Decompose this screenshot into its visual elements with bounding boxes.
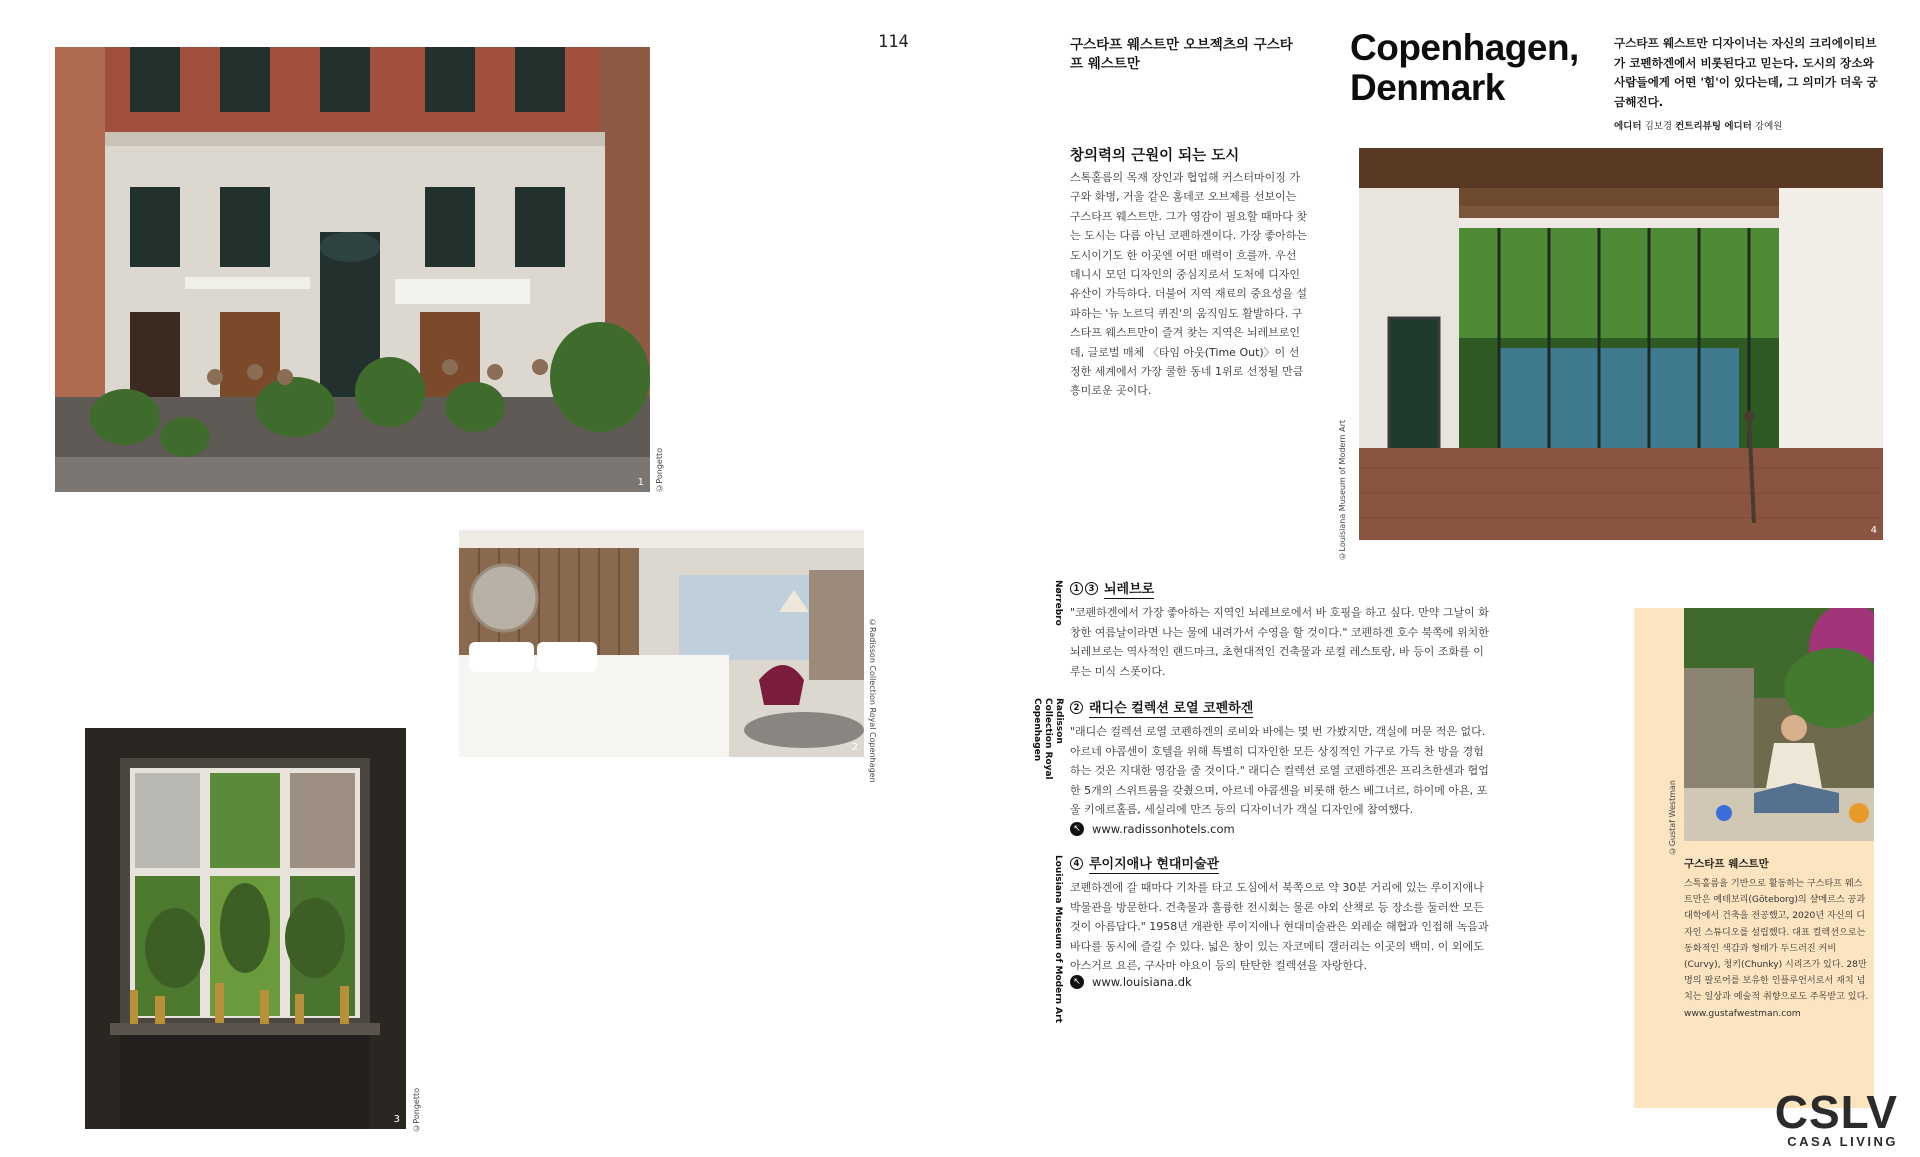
side-label-louisiana: Louisiana Museum of Modern Art bbox=[1053, 855, 1063, 1023]
lede: 구스타프 웨스트만 디자이너는 자신의 크리에이티브가 코펜하겐에서 비롯된다고 믿는다. 도시의 장소와 사람들에게 어떤 '힘'이 있다는데, 그 의미가 더욱 궁금해진다. bbox=[1614, 36, 1878, 109]
entry-title-text: 래디슨 컬렉션 로열 코펜하겐 bbox=[1089, 697, 1253, 718]
profile-url[interactable]: www.gustafwestman.com bbox=[1684, 1008, 1801, 1019]
logo-mark: CSLV bbox=[1774, 1086, 1898, 1138]
link-louisiana[interactable] bbox=[1070, 975, 1192, 989]
page-title bbox=[1350, 28, 1610, 108]
entry-body-radisson: "래디슨 컬렉션 로열 코펜하겐의 로비와 바에는 몇 번 가봤지만, 객실에 머문 적은 없다. 아르네 야콥센이 호텔을 위해 특별히 디자인한 모든 상징적인 가구로 가득 찬 방을 경험하는 것은 지대한 영감을 줄 것이다." 래디슨 컬렉션 로열 코펜하겐은 프리츠한센과 협업한 5개의 스위트룸을 갖췄으며, 아르네 야콥센을 비롯해 한스 베그너르, 하이메 아욘, 포울 키에르홀름, 세실리에 만즈 등의 디자이너가 객실 디자인에 참여했다. bbox=[1070, 725, 1489, 817]
photo-window-plants bbox=[85, 728, 406, 1129]
logo-wordmark: CASA LIVING bbox=[1787, 1134, 1898, 1149]
profile-description: 스톡홀름을 기반으로 활동하는 구스타프 웨스트만은 예테보리(Göteborg)의 샬메르스 공과대학에서 건축을 전공했고, 2020년 자신의 디자인 스튜디오를 설립했다. 대표 컬렉션으로는 동화적인 색감과 형태가 두드러진 커비(Curvy), 청키(Chunky) 시리즈가 있다. 28만 명의 팔로어를 보유한 인플루언서로서 재치 넘치는 일상과 예술적 취향으로도 주목받고 있다. bbox=[1684, 879, 1869, 1003]
byline bbox=[1614, 118, 1782, 132]
profile-title: 구스타프 웨스트만 bbox=[1684, 858, 1769, 870]
entry-body-louisiana: 코펜하겐에 갈 때마다 기차를 타고 도심에서 북쪽으로 약 30분 거리에 있는 루이지애나 박물관을 방문한다. 건축물과 훌륭한 전시회는 물론 야외 산책로 등 장소를 둘러싼 모든 것이 아름답다." 1958년 개관한 루이지애나 현대미술관은 외레순 해협과 인접해 녹음과 바다를 동시에 즐길 수 있다. 넓은 창이 있는 자코메티 갤러리는 이곳의 백미. 이 외에도 아스거르 요른, 구사마 야요이 등의 탄탄한 컬렉션을 자랑한다. bbox=[1070, 881, 1489, 973]
entry-title-text: 뇌레브로 bbox=[1104, 578, 1154, 599]
photo-credit: ©Louisiana Museum of Modern Art bbox=[1338, 420, 1347, 561]
profile-body bbox=[1684, 876, 1870, 1022]
section-body: 스톡홀름의 목재 장인과 협업해 커스터마이징 가구와 화병, 거울 같은 홈데코 오브제를 선보이는 구스타프 웨스트만. 그가 영감이 필요할 때마다 찾는 도시는 다름 아닌 코펜하겐이다. 가장 좋아하는 도시이기도 한 이곳엔 어떤 매력이 흐를까. 우선 데니시 모던 디자인의 중심지로서 도처에 디자인 유산이 가득하다. 더불어 지역 재료의 중요성을 설파하는 '뉴 노르딕 퀴진'의 움직임도 활발하다. 구스타프 웨스트만이 즐겨 찾는 지역은 뇌레브로인데, 글로벌 매체 〈타임 아웃(Time Out)〉이 선정한 세계에서 가장 쿨한 동네 1위로 선정될 만큼 흥미로운 곳이다. bbox=[1070, 171, 1307, 398]
photo-cafe-facade bbox=[55, 47, 650, 492]
link-url[interactable]: www.radissonhotels.com bbox=[1092, 822, 1235, 836]
editor-label: 에디터 bbox=[1614, 121, 1642, 132]
link-icon: ↖ bbox=[1070, 975, 1084, 989]
link-icon: ↖ bbox=[1070, 822, 1084, 836]
photo-hotel-room bbox=[459, 530, 864, 757]
number-badge: 4 bbox=[1070, 857, 1083, 870]
editor-name: 김보경 bbox=[1644, 121, 1673, 132]
title-line-2: Denmark bbox=[1350, 67, 1505, 108]
section-heading: 창의력의 근원이 되는 도시 bbox=[1070, 148, 1240, 164]
entry-title-text: 루이지애나 현대미술관 bbox=[1089, 853, 1219, 874]
photo-number: 3 bbox=[393, 1114, 400, 1125]
photo-credit: ©Pongetto bbox=[412, 1088, 421, 1133]
photo-credit: ©Radisson Collection Royal Copenhagen bbox=[868, 618, 877, 783]
title-line-1: Copenhagen, bbox=[1350, 27, 1579, 68]
entry-title-norrebro bbox=[1070, 578, 1154, 599]
entry-body-norrebro: "코펜하겐에서 가장 좋아하는 지역인 뇌레브로에서 바 호핑을 하고 싶다. 만약 그날이 화창한 여름날이라면 나는 물에 내려가서 수영을 할 것이다." 코펜하겐 호수 북쪽에 위치한 뇌레브로는 역사적인 랜드마크, 초현대적인 건축물과 로컬 레스토랑, 바 등이 조화를 이루는 미식 스폿이다. bbox=[1070, 606, 1489, 678]
entry-title-louisiana bbox=[1070, 853, 1219, 874]
contrib-label: 컨트리뷰팅 에디터 bbox=[1675, 121, 1752, 132]
number-badge: 2 bbox=[1070, 701, 1083, 714]
photo-credit: ©Pongetto bbox=[655, 448, 664, 493]
photo-gallery-interior bbox=[1359, 148, 1883, 540]
photo-caption-eyebrow: 구스타프 웨스트만 오브젝츠의 구스타프 웨스트만 bbox=[1070, 37, 1293, 72]
link-url[interactable]: www.louisiana.dk bbox=[1092, 975, 1192, 989]
number-badge: 3 bbox=[1085, 582, 1098, 595]
magazine-logo bbox=[1774, 1086, 1898, 1149]
photo-designer-portrait bbox=[1684, 608, 1874, 841]
page-number: 114 bbox=[878, 32, 909, 52]
contrib-name: 강예원 bbox=[1754, 121, 1783, 132]
entry-title-radisson bbox=[1070, 697, 1253, 718]
photo-number: 4 bbox=[1870, 525, 1877, 536]
photo-number: 2 bbox=[851, 742, 858, 753]
link-radisson[interactable] bbox=[1070, 822, 1235, 836]
side-label-norrebro: Nørrebro bbox=[1053, 580, 1063, 626]
side-label-radisson: Radisson Collection Royal Copenhagen bbox=[1032, 698, 1064, 780]
number-badge: 1 bbox=[1070, 582, 1083, 595]
photo-credit: ©Gustaf Westman bbox=[1668, 780, 1677, 856]
photo-number: 1 bbox=[637, 477, 644, 488]
